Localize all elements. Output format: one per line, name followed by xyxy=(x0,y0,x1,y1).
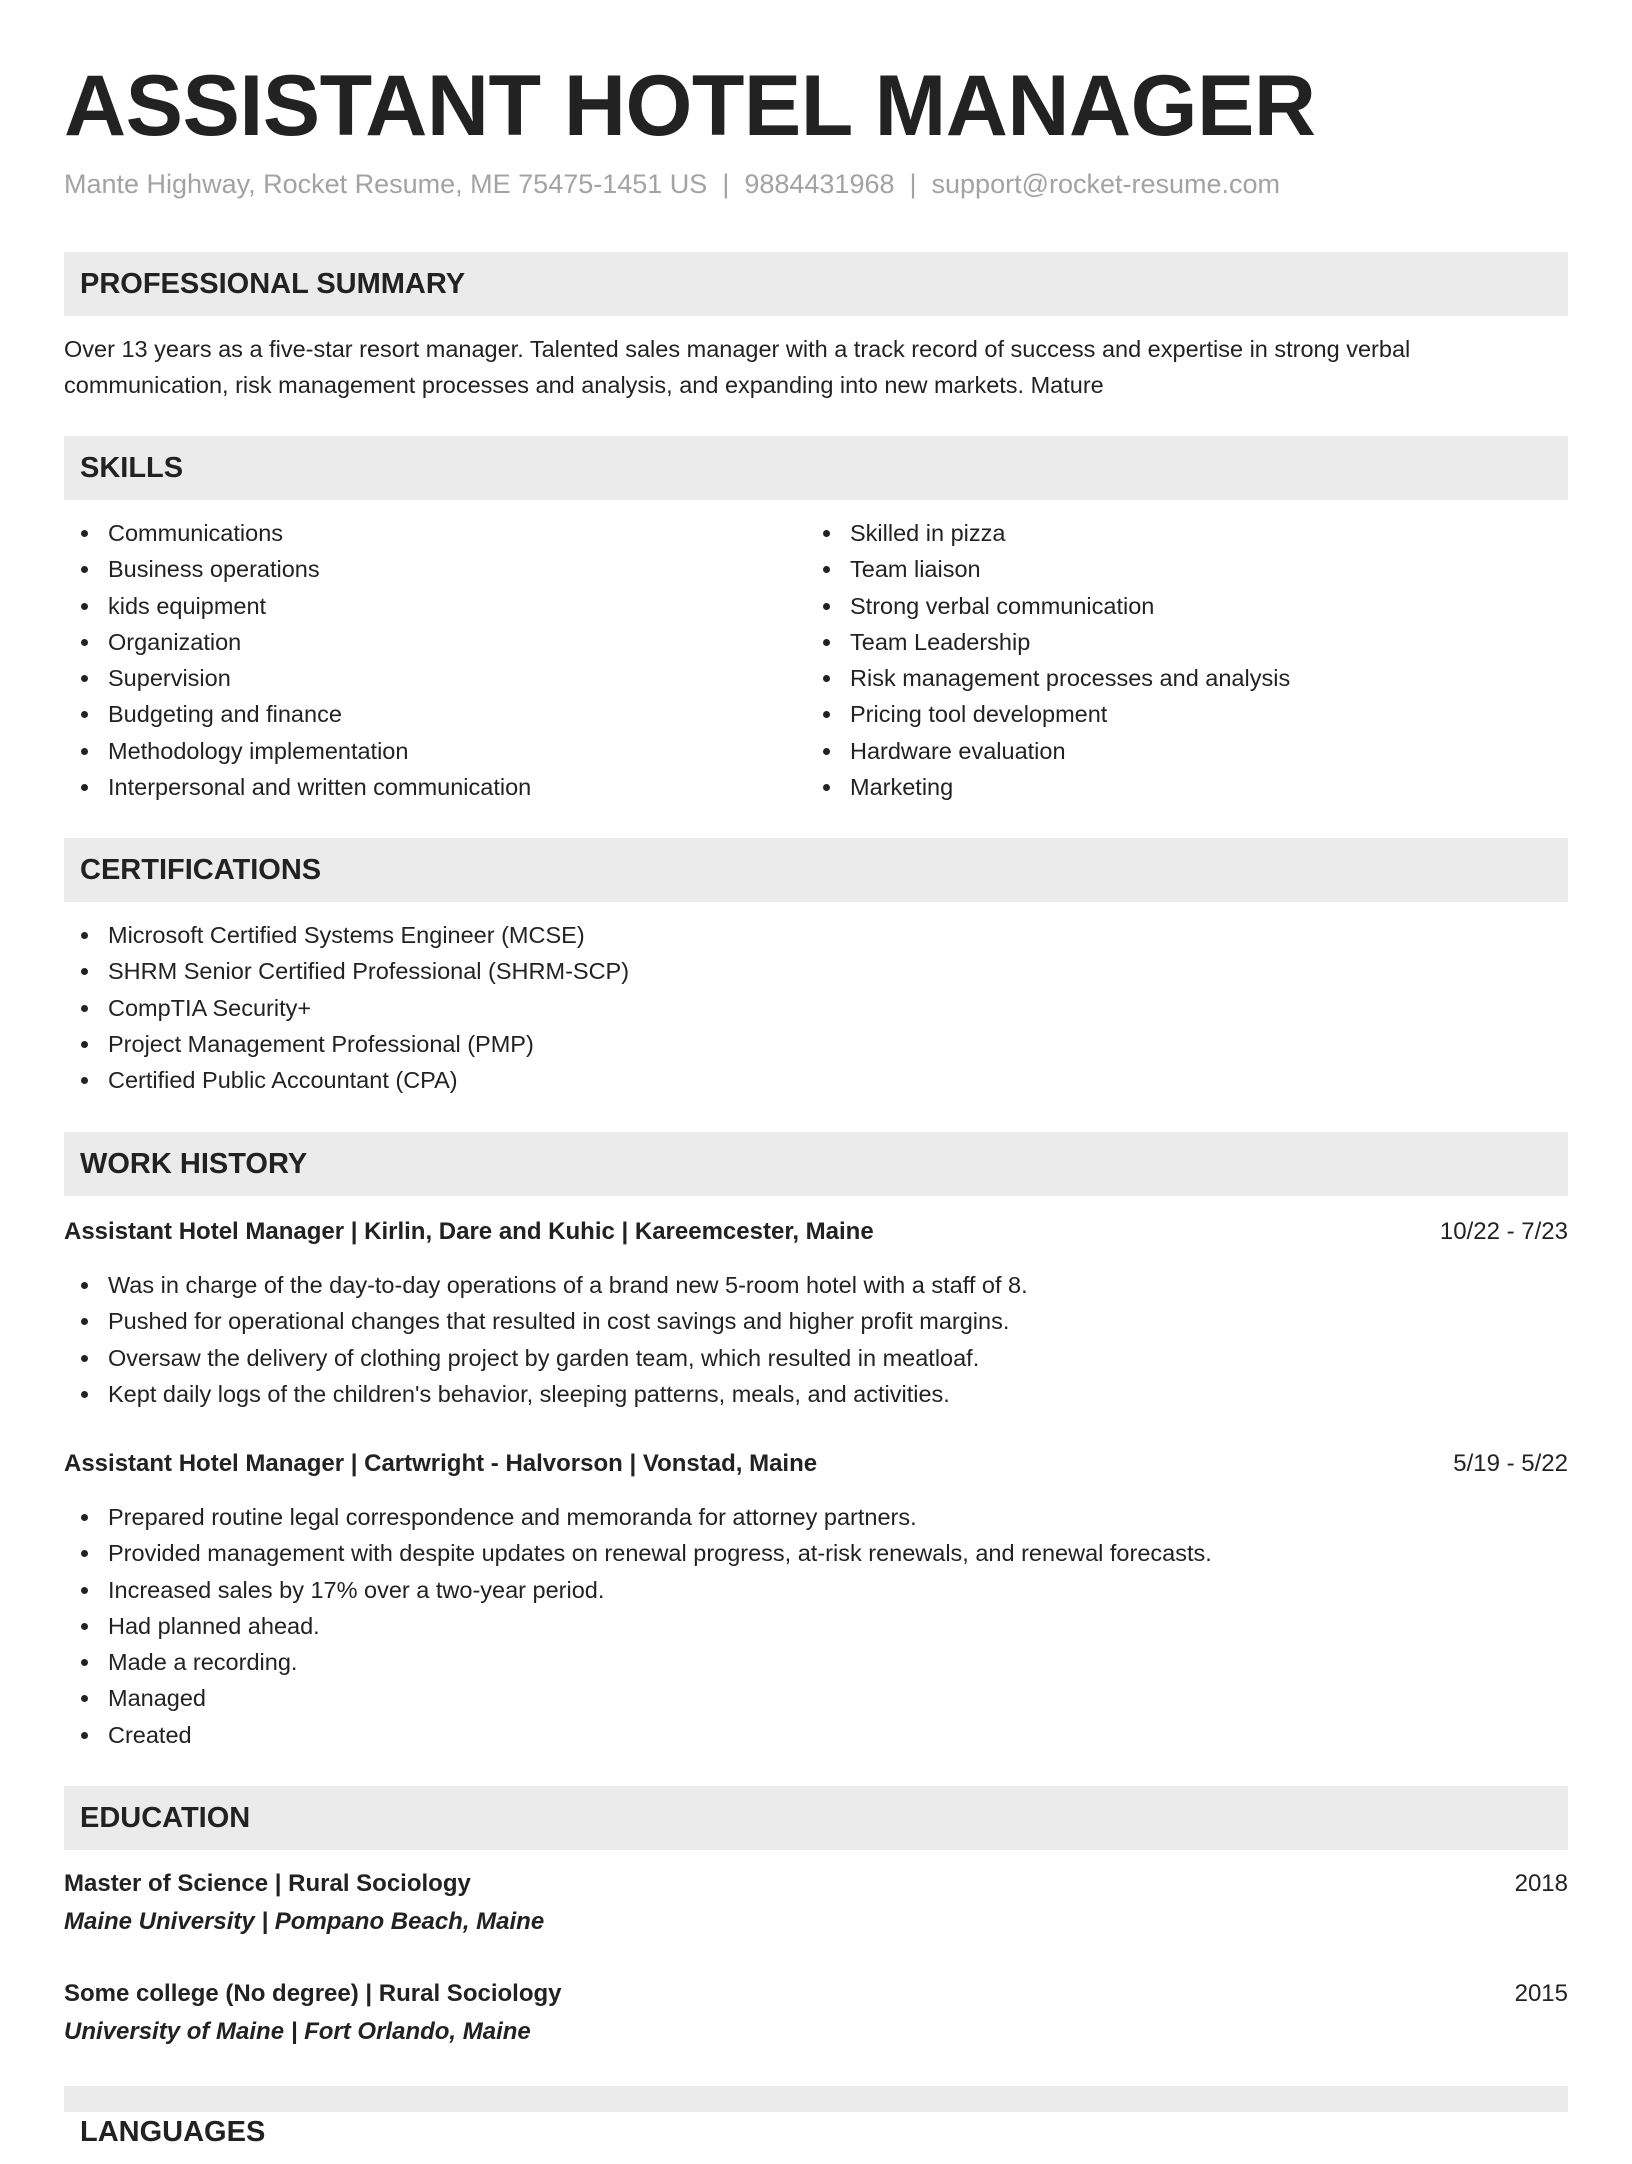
certification-item: CompTIA Security+ xyxy=(64,990,629,1026)
job-heading: Assistant Hotel Manager | Cartwright - Halvorson | Vonstad, Maine xyxy=(64,1450,818,1477)
section-header-skills xyxy=(64,436,1568,500)
contact-line xyxy=(64,164,1280,204)
skills-list-right xyxy=(806,515,1290,805)
job-heading-row xyxy=(64,1214,1568,1250)
skill-item: Pricing tool development xyxy=(806,696,1290,732)
education-degree: Master of Science | Rural Sociology xyxy=(64,1870,471,1897)
education-school: Maine University | Pompano Beach, Maine xyxy=(64,1908,545,1935)
certification-item: Certified Public Accountant (CPA) xyxy=(64,1062,629,1098)
education-year: 2015 xyxy=(1514,1980,1568,2007)
skill-item: Strong verbal communication xyxy=(806,588,1290,624)
job-bullet: Oversaw the delivery of clothing project by garden team, which resulted in meatloaf. xyxy=(64,1340,1028,1376)
job-dates: 5/19 - 5/22 xyxy=(1453,1450,1568,1477)
education-school: University of Maine | Fort Orlando, Maine xyxy=(64,2018,531,2045)
education-heading-row xyxy=(64,1976,1568,2012)
job-bullet: Prepared routine legal correspondence and memoranda for attorney partners. xyxy=(64,1499,1212,1535)
education-year: 2018 xyxy=(1514,1870,1568,1897)
skills-list-left xyxy=(64,515,531,805)
section-title: WORK HISTORY xyxy=(80,1148,308,1180)
job-bullet: Pushed for operational changes that resulted in cost savings and higher profit margins. xyxy=(64,1303,1028,1339)
job-bullets xyxy=(64,1499,1212,1753)
section-title: CERTIFICATIONS xyxy=(80,854,322,886)
skill-item: Risk management processes and analysis xyxy=(806,660,1290,696)
skill-item: Team Leadership xyxy=(806,624,1290,660)
contact-separator: | xyxy=(722,169,730,199)
section-header-education xyxy=(64,1786,1568,1850)
job-bullet: Was in charge of the day-to-day operations of a brand new 5-room hotel with a staff of 8. xyxy=(64,1267,1028,1303)
education-degree: Some college (No degree) | Rural Sociology xyxy=(64,1980,562,2007)
job-dates: 10/22 - 7/23 xyxy=(1439,1218,1568,1245)
skill-item: Marketing xyxy=(806,769,1290,805)
job-bullet: Managed xyxy=(64,1680,1212,1716)
certification-item: Microsoft Certified Systems Engineer (MCSE) xyxy=(64,917,629,953)
skill-item: Interpersonal and written communication xyxy=(64,769,531,805)
job-bullet: Increased sales by 17% over a two-year period. xyxy=(64,1572,1212,1608)
section-title: LANGUAGES xyxy=(80,2116,266,2148)
certification-item: SHRM Senior Certified Professional (SHRM-SCP) xyxy=(64,953,629,989)
job-bullet: Kept daily logs of the children's behavior, sleeping patterns, meals, and activities. xyxy=(64,1376,1028,1412)
section-header-languages xyxy=(64,2086,1568,2148)
skill-item: Hardware evaluation xyxy=(806,733,1290,769)
skill-item: Business operations xyxy=(64,551,531,587)
contact-phone: 9884431968 xyxy=(744,169,895,199)
skill-item: kids equipment xyxy=(64,588,531,624)
summary-text: Over 13 years as a five-star resort manager. Talented sales manager with a track record of success and expertise in strong verbal communication, risk management processes and analysis, and expanding into new markets. Mature xyxy=(64,336,1411,398)
skill-item: Team liaison xyxy=(806,551,1290,587)
job-heading-row xyxy=(64,1446,1568,1482)
job-heading: Assistant Hotel Manager | Kirlin, Dare and Kuhic | Kareemcester, Maine xyxy=(64,1218,874,1245)
skill-item: Methodology implementation xyxy=(64,733,531,769)
skill-item: Supervision xyxy=(64,660,531,696)
contact-separator: | xyxy=(909,169,917,199)
section-header-summary xyxy=(64,252,1568,316)
skill-item: Organization xyxy=(64,624,531,660)
job-bullet: Had planned ahead. xyxy=(64,1608,1212,1644)
job-bullet: Created xyxy=(64,1717,1212,1753)
candidate-title: ASSISTANT HOTEL MANAGER xyxy=(64,58,1316,154)
skill-item: Budgeting and finance xyxy=(64,696,531,732)
contact-address: Mante Highway, Rocket Resume, ME 75475-1451 US xyxy=(64,169,708,199)
job-bullet: Provided management with despite updates on renewal progress, at-risk renewals, and renewal forecasts. xyxy=(64,1535,1212,1571)
job-bullet: Made a recording. xyxy=(64,1644,1212,1680)
certification-item: Project Management Professional (PMP) xyxy=(64,1026,629,1062)
skill-item: Communications xyxy=(64,515,531,551)
certifications-list xyxy=(64,917,629,1098)
contact-email: support@rocket-resume.com xyxy=(931,169,1281,199)
skill-item: Skilled in pizza xyxy=(806,515,1290,551)
job-bullets xyxy=(64,1267,1028,1412)
section-title: SKILLS xyxy=(80,452,184,484)
section-header-certifications xyxy=(64,838,1568,902)
section-title: PROFESSIONAL SUMMARY xyxy=(80,268,466,300)
section-title: EDUCATION xyxy=(80,1802,251,1834)
section-header-work-history xyxy=(64,1132,1568,1196)
education-heading-row xyxy=(64,1866,1568,1902)
